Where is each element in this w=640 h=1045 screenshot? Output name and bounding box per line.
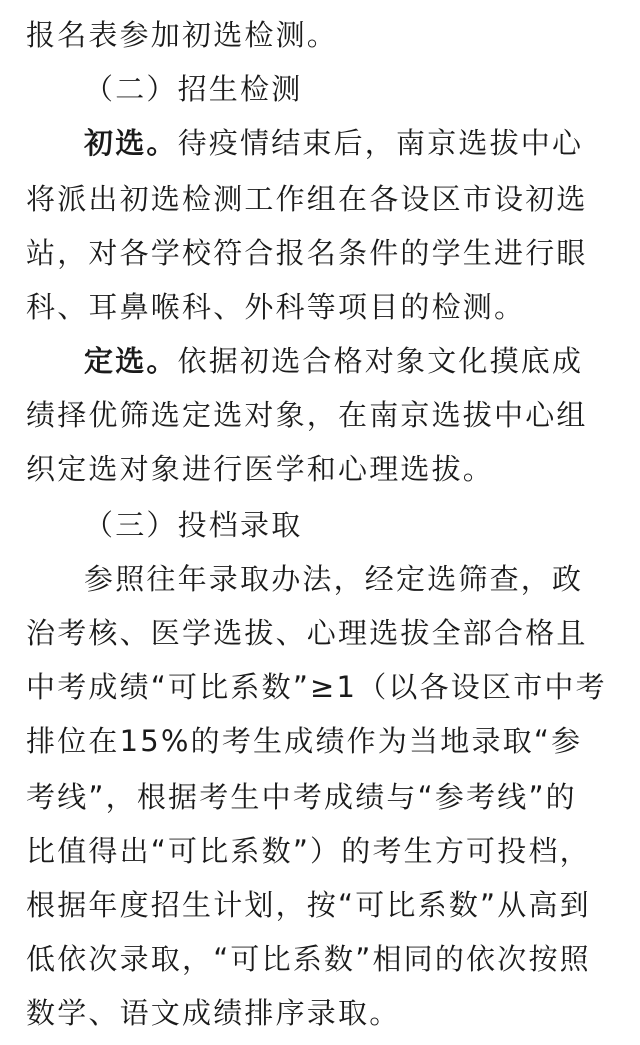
paragraph-line [26, 606, 616, 660]
paragraph-line [26, 226, 616, 280]
text: 绩择优筛选定选对象，在南京选拔中心组 [26, 398, 588, 432]
text: 站，对各学校符合报名条件的学生进行眼 [26, 236, 588, 270]
paragraph-line [26, 986, 616, 1040]
paragraph-line [26, 388, 616, 442]
text: 排位在15%的考生成绩作为当地录取“参 [26, 724, 583, 758]
paragraph-line [26, 442, 616, 496]
paragraph-line [84, 116, 640, 170]
text: 数学、语文成绩排序录取。 [26, 996, 401, 1030]
text: 科、耳鼻喉科、外科等项目的检测。 [26, 290, 526, 324]
paragraph-line [26, 770, 616, 824]
term-label: 定选。 [84, 344, 178, 378]
paragraph-line [26, 932, 616, 986]
text: 织定选对象进行医学和心理选拔。 [26, 452, 495, 486]
section-heading [84, 62, 640, 116]
text: 考线”，根据考生中考成绩与“参考线”的 [26, 780, 577, 814]
text: 待疫情结束后，南京选拔中心 [177, 126, 584, 160]
paragraph-line [26, 824, 616, 878]
paragraph-line [26, 660, 616, 714]
text: 将派出初选检测工作组在各设区市设初选 [26, 182, 588, 216]
paragraph-line [26, 714, 616, 768]
section-heading [84, 498, 640, 552]
text: 中考成绩“可比系数”≥1（以各设区市中考 [26, 670, 607, 704]
heading-text: （二）招生检测 [84, 72, 303, 106]
text: 低依次录取，“可比系数”相同的依次按照 [26, 942, 591, 976]
term-label: 初选。 [84, 126, 178, 160]
text: 比值得出“可比系数”）的考生方可投档， [26, 834, 591, 868]
paragraph-line [84, 552, 640, 606]
text: 根据年度招生计划，按“可比系数”从高到 [26, 888, 591, 922]
text: 报名表参加初选检测。 [26, 18, 339, 52]
paragraph-line [26, 8, 616, 62]
heading-text: （三）投档录取 [84, 508, 303, 542]
paragraph-line [26, 172, 616, 226]
text: 治考核、医学选拔、心理选拔全部合格且 [26, 616, 588, 650]
text: 依据初选合格对象文化摸底成 [177, 344, 584, 378]
paragraph-line [26, 878, 616, 932]
paragraph-line [26, 280, 616, 334]
text: 参照往年录取办法，经定选筛查，政 [84, 562, 584, 596]
paragraph-line [84, 334, 640, 388]
